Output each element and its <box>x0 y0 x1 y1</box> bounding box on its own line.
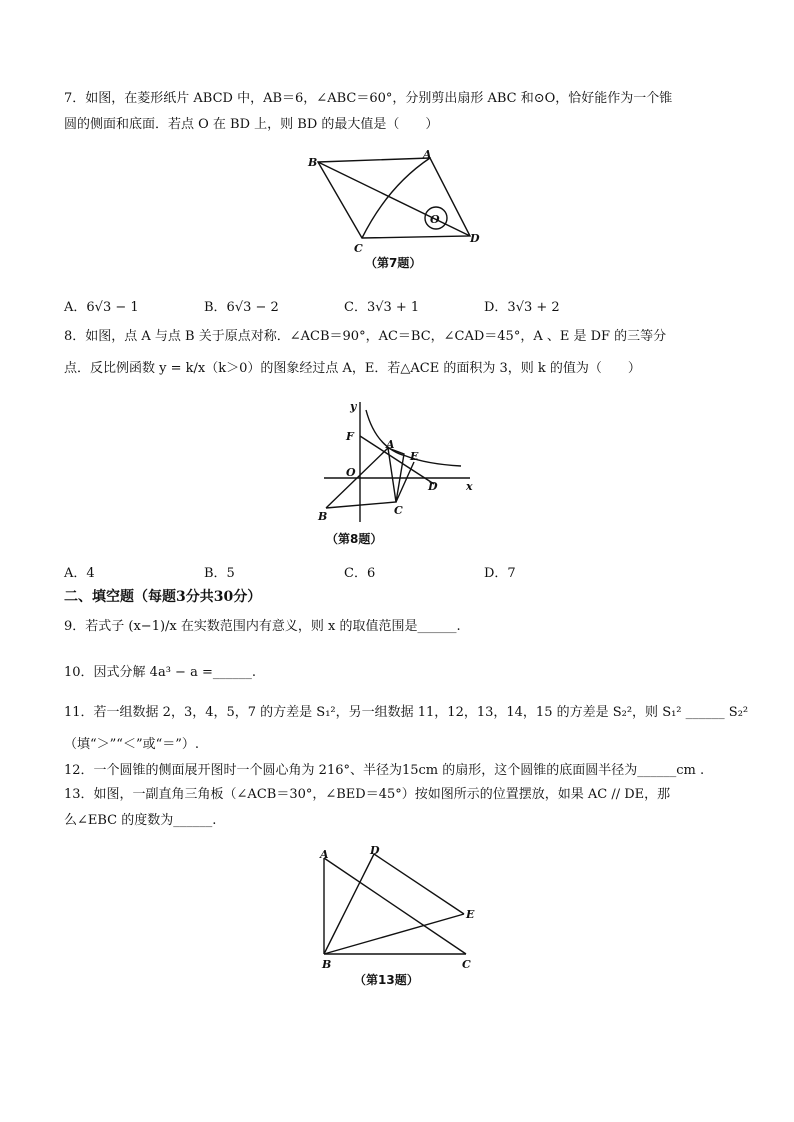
q11-text-line2: （填“＞”“＜”或“＝”）. <box>64 737 200 752</box>
q10-text: 10．因式分解 4a³ − a =______. <box>64 665 256 680</box>
q8-option-b: B．5 <box>204 566 235 581</box>
q7-option-d: D．3√3 + 2 <box>484 300 560 315</box>
q13-label-B: B <box>322 958 332 971</box>
q8-label-B: B <box>318 510 328 523</box>
q8-label-C: C <box>394 504 403 517</box>
q7-label-B: B <box>308 156 318 169</box>
q8-option-a: A．4 <box>64 566 95 581</box>
q7-option-c: C．3√3 + 1 <box>344 300 420 315</box>
q7-figure <box>300 146 490 276</box>
q7-label-D: D <box>470 232 480 245</box>
q8-label-F: F <box>346 430 354 443</box>
q12-text: 12．一个圆锥的侧面展开图时一个圆心角为 216°、半径为15cm 的扇形，这个圆锥的底面圆半径为______cm . <box>64 763 705 778</box>
q8-caption: （第8题） <box>326 532 383 546</box>
q8-figure <box>316 396 476 556</box>
q7-option-a: A．6√3 − 1 <box>64 300 139 315</box>
q11-text-line1: 11．若一组数据 2，3，4，5，7 的方差是 S₁²，另一组数据 11，12，13，14，15 的方差是 S₂²，则 S₁² ______ S₂² <box>64 705 749 720</box>
q8-label-y: y <box>350 400 357 413</box>
q7-label-C: C <box>354 242 363 255</box>
q13-text-line2: 么∠EBC 的度数为______. <box>64 813 217 828</box>
q8-text-line2: 点．反比例函数 y = k/x（k＞0）的图象经过点 A，E．若△ACE 的面积为 3，则 k 的值为（ ） <box>64 361 641 376</box>
q7-option-b: B．6√3 − 2 <box>204 300 279 315</box>
q7-label-O: O <box>430 213 440 226</box>
q13-caption: （第13题） <box>354 973 419 987</box>
q8-option-d: D．7 <box>484 566 516 581</box>
q8-label-D: D <box>428 480 438 493</box>
q13-label-E: E <box>466 908 475 921</box>
q7-text-line2: 圆的侧面和底面．若点 O 在 BD 上，则 BD 的最大值是（ ） <box>64 117 439 132</box>
q8-label-E: E <box>410 450 419 463</box>
q8-label-A: A <box>386 438 395 451</box>
q7-caption: （第7题） <box>365 256 422 270</box>
q13-figure <box>306 840 484 996</box>
q7-label-A: A <box>423 148 432 161</box>
section-title-fill-in: 二、填空题（每题3分共30分） <box>64 589 262 605</box>
q13-label-C: C <box>462 958 471 971</box>
q13-label-A: A <box>320 848 329 861</box>
q7-text-line1: 7．如图，在菱形纸片 ABCD 中，AB＝6，∠ABC＝60°，分别剪出扇形 ABC 和⊙O，恰好能作为一个锥 <box>64 91 673 106</box>
q13-text-line1: 13．如图，一副直角三角板（∠ACB＝30°，∠BED＝45°）按如图所示的位置摆放，如果 AC // DE，那 <box>64 787 671 802</box>
q13-label-D: D <box>370 844 380 857</box>
q8-label-x: x <box>466 480 473 493</box>
q8-option-c: C．6 <box>344 566 376 581</box>
q9-text: 9．若式子 (x−1)/x 在实数范围内有意义，则 x 的取值范围是______. <box>64 619 461 634</box>
q8-text-line1: 8．如图，点 A 与点 B 关于原点对称．∠ACB＝90°，AC＝BC，∠CAD＝45°，A 、E 是 DF 的三等分 <box>64 329 667 344</box>
q8-label-O: O <box>346 466 356 479</box>
